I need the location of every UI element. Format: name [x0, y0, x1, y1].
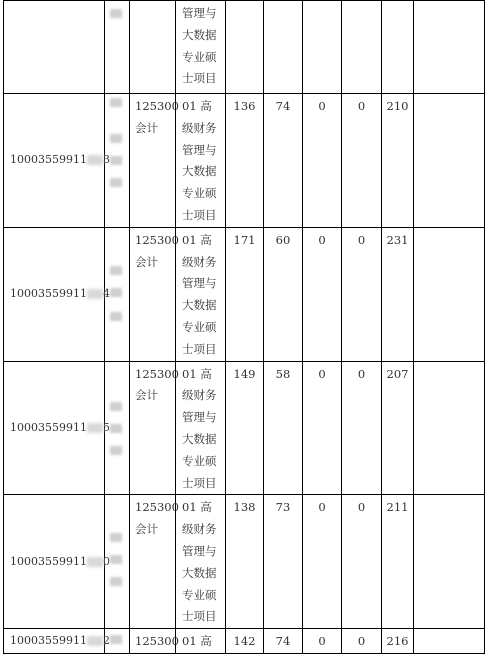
score-politics: 149	[226, 361, 264, 495]
redaction-mark	[87, 636, 103, 646]
major-cell: 125300 会计	[130, 227, 176, 361]
plan-cell: 01 高 级财务 管理与 大数据 专业硕 士项目	[176, 361, 226, 495]
exam-id-cell	[4, 1, 105, 94]
remark-cell	[414, 495, 485, 629]
plan-line: 管理与	[182, 6, 217, 20]
score-subject1	[303, 1, 342, 94]
score-politics: 142	[226, 629, 264, 654]
score-subject2: 0	[342, 629, 382, 654]
score-english	[264, 1, 303, 94]
table-row	[4, 1, 485, 94]
major-cell: 125300	[130, 629, 176, 654]
plan-cell: 01 高 级财务 管理与 大数据 专业硕 士项目	[176, 495, 226, 629]
score-subject2	[342, 1, 382, 94]
redaction-mark	[87, 289, 103, 299]
exam-id-cell: 10003559911 4	[4, 227, 105, 361]
plan-cell: 01 高	[176, 629, 226, 654]
redaction-mark	[87, 423, 103, 433]
score-total: 216	[382, 629, 414, 654]
name-cell-masked	[105, 1, 130, 94]
plan-line: 大数据	[182, 27, 217, 42]
plan-cell	[176, 1, 226, 94]
score-politics: 136	[226, 94, 264, 228]
table-row	[4, 629, 485, 654]
plan-cell: 01 高 级财务 管理与 大数据 专业硕 士项目	[176, 94, 226, 228]
table-row	[4, 227, 485, 361]
score-subject1: 0	[303, 227, 342, 361]
score-english: 60	[264, 227, 303, 361]
table-row	[4, 361, 485, 495]
major-cell	[130, 1, 176, 94]
plan-line: 士项目	[182, 71, 217, 86]
score-english: 74	[264, 94, 303, 228]
score-politics: 138	[226, 495, 264, 629]
major-cell: 125300 会计	[130, 361, 176, 495]
redaction-mark	[87, 557, 103, 567]
exam-id-cell: 10003559911 0	[4, 495, 105, 629]
score-subject1: 0	[303, 361, 342, 495]
score-total: 211	[382, 495, 414, 629]
score-total: 207	[382, 361, 414, 495]
score-english: 58	[264, 361, 303, 495]
score-subject2: 0	[342, 495, 382, 629]
score-table	[3, 0, 485, 654]
score-subject1: 0	[303, 495, 342, 629]
score-subject2: 0	[342, 227, 382, 361]
exam-id-cell: 10003559911 5	[4, 361, 105, 495]
redaction-mark	[87, 155, 103, 165]
major-cell: 125300 会计	[130, 495, 176, 629]
table-row	[4, 94, 485, 228]
major-cell: 125300 会计	[130, 94, 176, 228]
score-total: 231	[382, 227, 414, 361]
score-total	[382, 1, 414, 94]
table-row	[4, 495, 485, 629]
score-subject1: 0	[303, 94, 342, 228]
remark-cell	[414, 227, 485, 361]
remark-cell	[414, 1, 485, 94]
score-politics	[226, 1, 264, 94]
score-english: 73	[264, 495, 303, 629]
exam-id-cell: 10003559911 3	[4, 94, 105, 228]
score-politics: 171	[226, 227, 264, 361]
score-subject2: 0	[342, 94, 382, 228]
score-subject2: 0	[342, 361, 382, 495]
exam-id-cell: 10003559911 2	[4, 629, 105, 654]
remark-cell	[414, 94, 485, 228]
remark-cell	[414, 629, 485, 654]
remark-cell	[414, 361, 485, 495]
plan-line: 专业硕	[182, 49, 217, 64]
score-total: 210	[382, 94, 414, 228]
score-subject1: 0	[303, 629, 342, 654]
score-english: 74	[264, 629, 303, 654]
plan-cell: 01 高 级财务 管理与 大数据 专业硕 士项目	[176, 227, 226, 361]
